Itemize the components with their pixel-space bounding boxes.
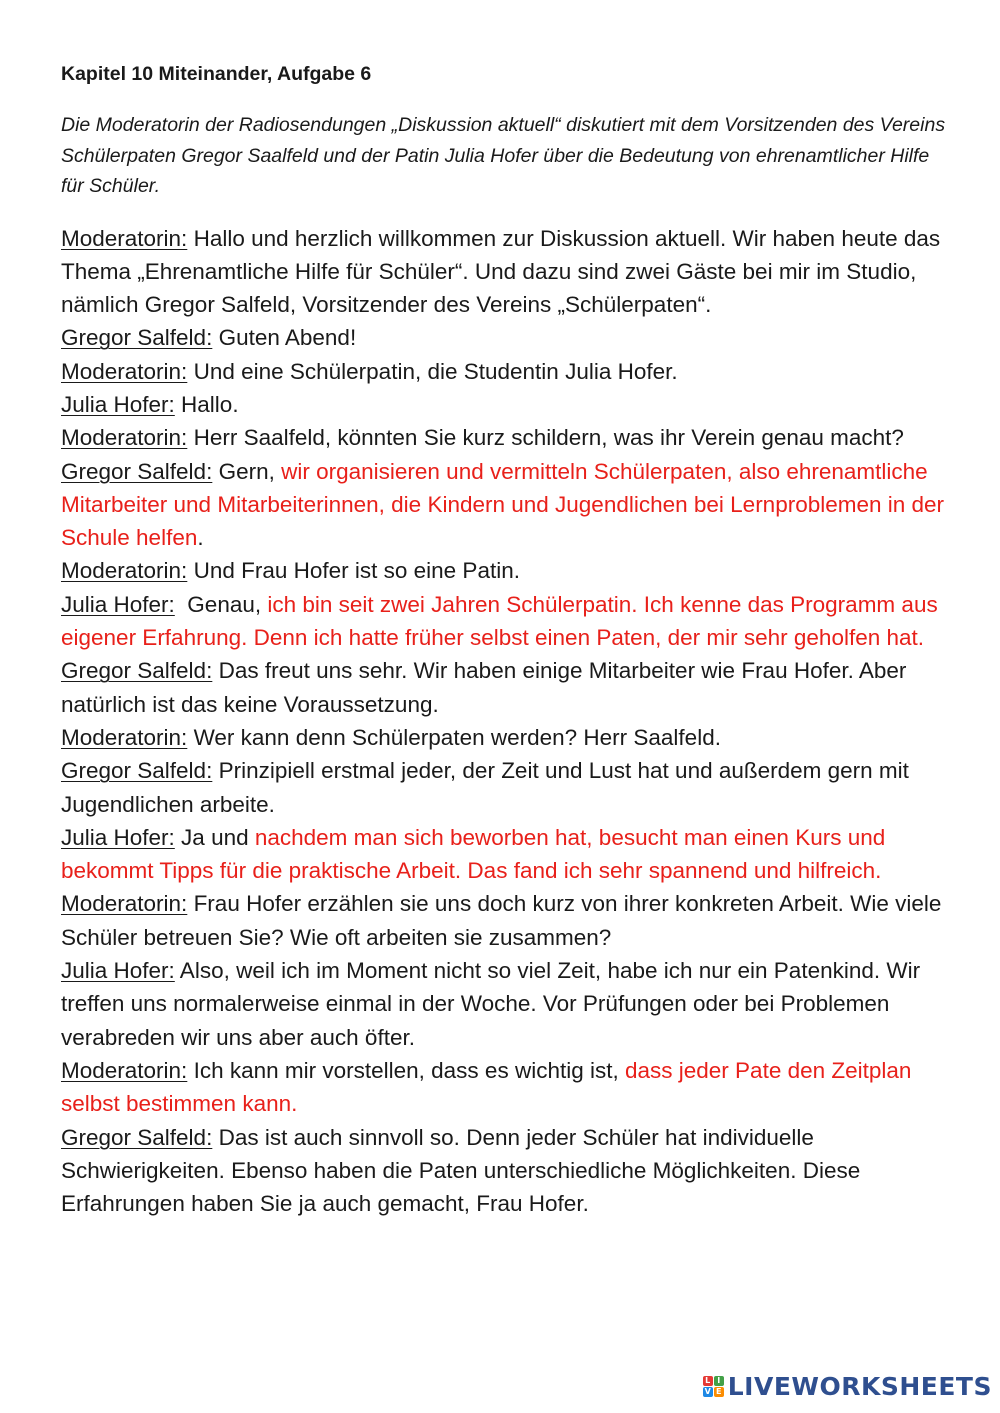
dialogue-turn bbox=[61, 421, 951, 454]
utterance-text: Und Frau Hofer ist so eine Patin. bbox=[187, 558, 520, 584]
speaker-label: Moderatorin: bbox=[61, 358, 188, 384]
utterance-text: Guten Abend! bbox=[212, 325, 357, 351]
intro-text: Die Moderatorin der Radiosendungen „Diskussion aktuell“ diskutiert mit dem Vorsitzenden des Vereins Schülerpaten Gregor Saalfeld und der Patin Julia Hofer über die Bedeutung von ehrenamtlicher Hilfe für Schüler. bbox=[61, 114, 946, 197]
speaker-label: Moderatorin: bbox=[61, 425, 188, 451]
utterance-text: Frau Hofer erzählen sie uns doch kurz von ihrer konkreten Arbeit. Wie viele Schüler betreuen Sie? Wie oft arbeiten sie zusammen? bbox=[61, 891, 948, 950]
dialogue-turn bbox=[61, 455, 951, 555]
utterance-text: Wer kann denn Schülerpaten werden? Herr Saalfeld. bbox=[187, 724, 721, 750]
badge-letter: E bbox=[714, 1387, 724, 1397]
utterance-tail: . bbox=[197, 525, 204, 551]
dialogue-turn bbox=[61, 554, 951, 587]
speaker-label: Moderatorin: bbox=[61, 891, 188, 917]
badge-letter: L bbox=[703, 1376, 713, 1386]
utterance-text: Hallo und herzlich willkommen zur Diskussion aktuell. Wir haben heute das Thema „Ehrenamtliche Hilfe für Schüler“. Und dazu sind zwei Gäste bei mir im Studio, nämlich Gregor Salfeld, Vorsitzender des Vereins „Schülerpaten“. bbox=[61, 225, 947, 318]
liveworksheets-logo bbox=[703, 1372, 992, 1401]
dialogue-transcript bbox=[61, 222, 951, 1221]
utterance-text: Hallo. bbox=[174, 391, 239, 417]
utterance-text: Ja und bbox=[174, 824, 255, 850]
speaker-label: Gregor Salfeld: bbox=[61, 658, 213, 684]
dialogue-turn bbox=[61, 321, 951, 354]
speaker-label: Gregor Salfeld: bbox=[61, 458, 213, 484]
speaker-label: Moderatorin: bbox=[61, 225, 188, 251]
dialogue-turn bbox=[61, 821, 951, 888]
page-title: Kapitel 10 Miteinander, Aufgabe 6 bbox=[61, 63, 372, 85]
utterance-text: Also, weil ich im Moment nicht so viel Zeit, habe ich nur ein Patenkind. Wir treffen uns normalerweise einmal in der Woche. Vor Prüfungen oder bei Problemen verabreden wir uns aber auch öfter. bbox=[61, 958, 927, 1050]
badge-letter: I bbox=[714, 1376, 724, 1386]
worksheet-page bbox=[61, 60, 951, 1220]
highlighted-answer: nachdem man sich beworben hat, besucht man einen Kurs und bekommt Tipps für die praktische Arbeit. Das fand ich sehr spannend und hilfreich. bbox=[61, 824, 886, 884]
dialogue-turn bbox=[61, 954, 951, 1054]
badge-letter: V bbox=[704, 1387, 711, 1396]
utterance-text: Ich kann mir vorstellen, dass es wichtig ist, bbox=[187, 1057, 625, 1083]
utterance-text: Das freut uns sehr. Wir haben einige Mitarbeiter wie Frau Hofer. Aber natürlich ist das keine Voraussetzung. bbox=[61, 658, 913, 717]
utterance-text: Und eine Schülerpatin, die Studentin Julia Hofer. bbox=[187, 358, 678, 384]
dialogue-turn bbox=[61, 887, 951, 954]
dialogue-turn bbox=[61, 654, 951, 721]
speaker-label: Gregor Salfeld: bbox=[61, 325, 213, 351]
logo-badge-icon bbox=[703, 1376, 724, 1397]
speaker-label: Gregor Salfeld: bbox=[61, 1124, 213, 1150]
highlighted-answer: ich bin seit zwei Jahren Schülerpatin. Ich kenne das Programm aus eigener Erfahrung. Denn ich hatte früher selbst einen Paten, der mir sehr geholfen hat. bbox=[61, 591, 938, 651]
speaker-label: Julia Hofer: bbox=[61, 824, 175, 850]
dialogue-turn bbox=[61, 721, 951, 754]
utterance-text: Herr Saalfeld, könnten Sie kurz schildern, was ihr Verein genau macht? bbox=[187, 425, 904, 451]
speaker-label: Moderatorin: bbox=[61, 1057, 188, 1083]
dialogue-turn bbox=[61, 388, 951, 421]
speaker-label: Moderatorin: bbox=[61, 558, 188, 584]
speaker-label: Moderatorin: bbox=[61, 724, 188, 750]
speaker-label: Julia Hofer: bbox=[61, 391, 175, 417]
utterance-text: Das ist auch sinnvoll so. Denn jeder Schüler hat individuelle Schwierigkeiten. Ebenso haben die Paten unterschiedliche Möglichkeiten. Diese Erfahrungen haben Sie ja auch gemacht, Frau Hofer. bbox=[61, 1124, 867, 1217]
speaker-label: Julia Hofer: bbox=[61, 958, 175, 984]
dialogue-turn bbox=[61, 1054, 951, 1121]
speaker-label: Julia Hofer: bbox=[61, 591, 175, 617]
speaker-label: Gregor Salfeld: bbox=[61, 758, 213, 784]
utterance-text: Gern, bbox=[212, 458, 282, 484]
dialogue-turn bbox=[61, 754, 951, 821]
logo-text: LIVEWORKSHEETS bbox=[727, 1372, 992, 1401]
highlighted-answer: dass jeder Pate den Zeitplan selbst bestimmen kann. bbox=[61, 1057, 912, 1117]
dialogue-turn bbox=[61, 355, 951, 388]
dialogue-turn bbox=[61, 1121, 951, 1221]
dialogue-turn bbox=[61, 222, 951, 322]
highlighted-answer: wir organisieren und vermitteln Schülerpaten, also ehrenamtliche Mitarbeiter und Mitarbeiterinnen, die Kindern und Jugendlichen bei Lernproblemen in der Schule helfen bbox=[61, 458, 945, 551]
utterance-text: Genau, bbox=[174, 591, 268, 617]
utterance-text: Prinzipiell erstmal jeder, der Zeit und Lust hat und außerdem gern mit Jugendlichen arbeite. bbox=[61, 758, 916, 817]
dialogue-turn bbox=[61, 588, 951, 655]
